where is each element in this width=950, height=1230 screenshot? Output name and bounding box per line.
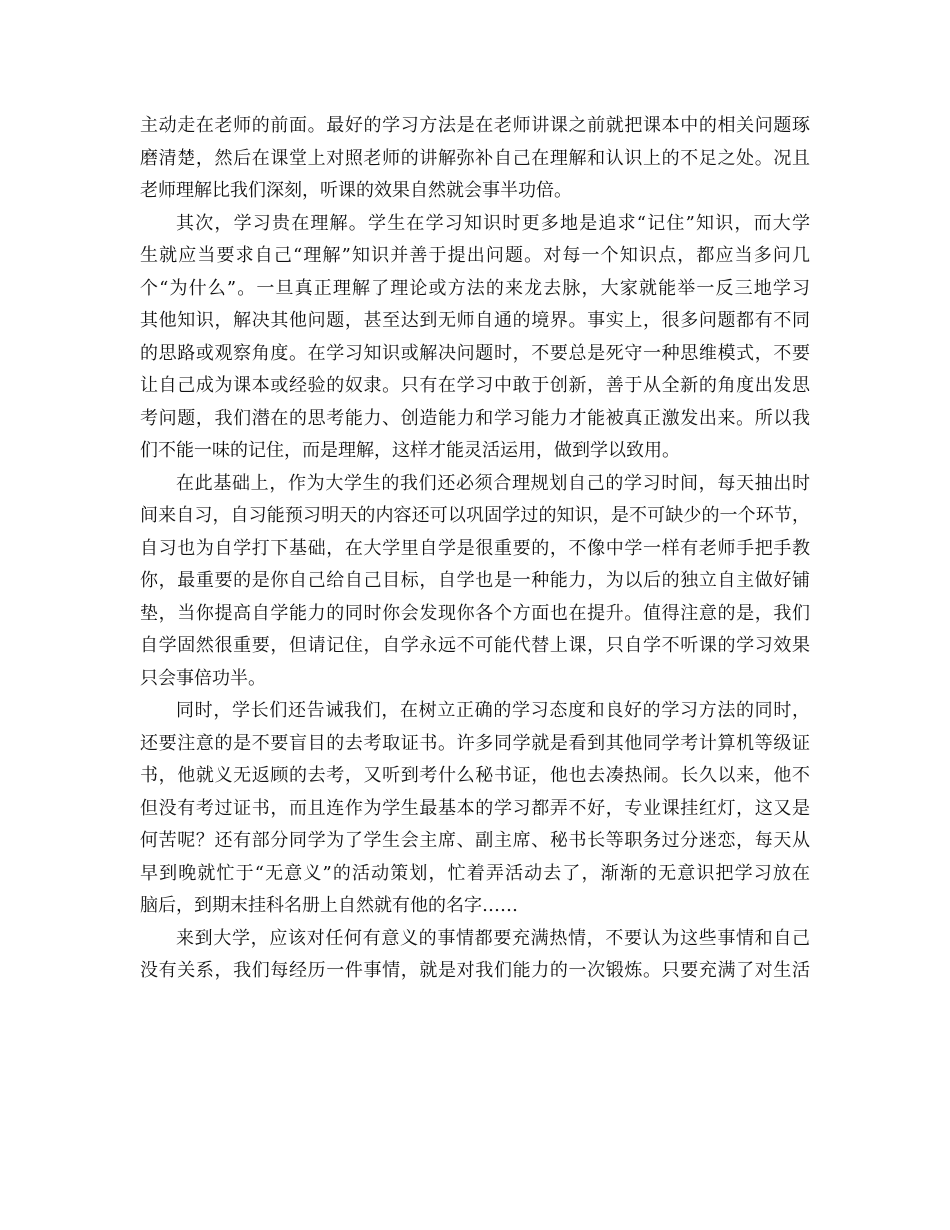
text-line: 间来自习，自习能预习明天的内容还可以巩固学过的知识，是不可缺少的一个环节， [140, 505, 810, 526]
text-line: 考问题，我们潜在的思考能力、创造能力和学习能力才能被真正激发出来。所以我 [140, 407, 810, 429]
text-line: 书，他就义无返顾的去考，又听到考什么秘书证，他也去凑热闹。长久以来，他不 [140, 765, 810, 786]
text-line: 在此基础上，作为大学生的我们还必须合理规划自己的学习时间，每天抽出时 [176, 472, 810, 494]
text-line: 自习也为自学打下基础，在大学里自学是很重要的，不像中学一样有老师手把手教 [140, 537, 810, 559]
paragraph [140, 468, 810, 696]
text-line: 主动走在老师的前面。最好的学习方法是在老师讲课之前就把课本中的相关问题琢 [140, 115, 810, 136]
text-line: 垫，当你提高自学能力的同时你会发现你各个方面也在提升。值得注意的是，我们 [140, 602, 810, 624]
text-line: 们不能一味的记住，而是理解，这样才能灵活运用，做到学以致用。 [140, 440, 680, 461]
paragraph [140, 695, 810, 923]
text-line: 没有关系，我们每经历一件事情，就是对我们能力的一次锻炼。只要充满了对生活 [140, 960, 810, 981]
paragraph [140, 110, 810, 208]
text-line: 但没有考过证书，而且连作为学生最基本的学习都弄不好，专业课挂红灯，这又是 [140, 797, 810, 819]
document-body [140, 110, 810, 988]
text-line: 脑后，到期末挂科名册上自然就有他的名字…… [140, 895, 518, 916]
text-line: 其次，学习贵在理解。学生在学习知识时更多地是追求“记住”知识，而大学 [176, 212, 810, 234]
text-line: 生就应当要求自己“理解”知识并善于提出问题。对每一个知识点，都应当多问几 [140, 245, 810, 266]
text-line: 磨清楚，然后在课堂上对照老师的讲解弥补自己在理解和认识上的不足之处。况且 [140, 147, 810, 169]
paragraph [140, 208, 810, 468]
text-line: 的思路或观察角度。在学习知识或解决问题时，不要总是死守一种思维模式，不要 [140, 342, 810, 364]
text-line: 其他知识，解决其他问题，甚至达到无师自通的境界。事实上，很多问题都有不同 [140, 310, 810, 331]
text-line: 早到晚就忙于“无意义”的活动策划，忙着弄活动去了，渐渐的无意识把学习放在 [140, 862, 810, 884]
text-line: 你，最重要的是你自己给自己目标，自学也是一种能力，为以后的独立自主做好铺 [140, 570, 810, 591]
text-line: 还要注意的是不要盲目的去考取证书。许多同学就是看到其他同学考计算机等级证 [140, 732, 810, 754]
text-line: 自学固然很重要，但请记住，自学永远不可能代替上课，只自学不听课的学习效果 [140, 635, 810, 656]
text-line: 老师理解比我们深刻，听课的效果自然就会事半功倍。 [140, 180, 572, 201]
paragraph [140, 923, 810, 988]
text-line: 个“为什么”。一旦真正理解了理论或方法的来龙去脉，大家就能举一反三地学习 [140, 277, 810, 299]
text-line: 同时，学长们还告诫我们，在树立正确的学习态度和良好的学习方法的同时， [176, 700, 810, 721]
text-line: 来到大学，应该对任何有意义的事情都要充满热情，不要认为这些事情和自己 [176, 927, 810, 949]
text-line: 只会事倍功半。 [140, 667, 266, 689]
text-line: 让自己成为课本或经验的奴隶。只有在学习中敢于创新，善于从全新的角度出发思 [140, 375, 810, 396]
text-line: 何苦呢？还有部分同学为了学生会主席、副主席、秘书长等职务过分迷恋，每天从 [140, 830, 810, 851]
